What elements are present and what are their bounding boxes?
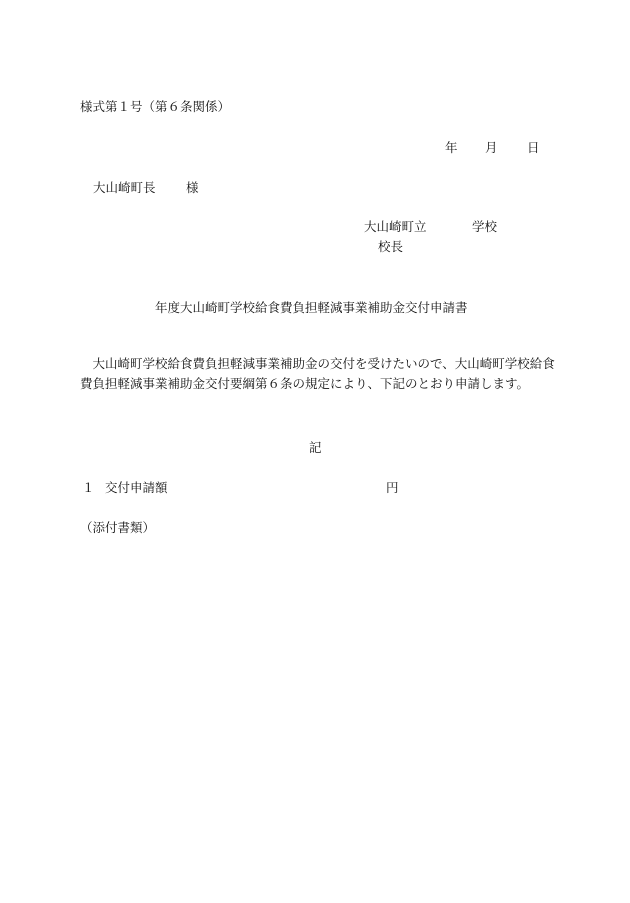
- attachments-label: （添付書類）: [80, 520, 156, 535]
- document-title: 年度大山崎町学校給食費負担軽減事業補助金交付申請書: [155, 300, 468, 315]
- date-month-label: 月: [485, 140, 498, 155]
- item-unit: 円: [386, 480, 399, 495]
- item-number: １: [82, 480, 95, 495]
- item-label: 交付申請額: [105, 480, 168, 495]
- applicant-school-suffix: 学校: [472, 219, 498, 234]
- addressee-name: 大山崎町長: [93, 180, 156, 195]
- applicant-role: 校長: [378, 239, 404, 254]
- date-year-label: 年: [445, 140, 458, 155]
- addressee-honorific: 様: [186, 180, 199, 195]
- form-number: 様式第１号（第６条関係）: [80, 99, 231, 114]
- body-paragraph: 大山崎町学校給食費負担軽減事業補助金の交付を受けたいので、大山崎町学校給食費負担軽減事業補助金交付要綱第６条の規定により、下記のとおり申請します。: [80, 356, 555, 391]
- applicant-organization: 大山崎町立: [364, 219, 427, 234]
- date-day-label: 日: [527, 140, 540, 155]
- ki-heading: 記: [309, 440, 322, 455]
